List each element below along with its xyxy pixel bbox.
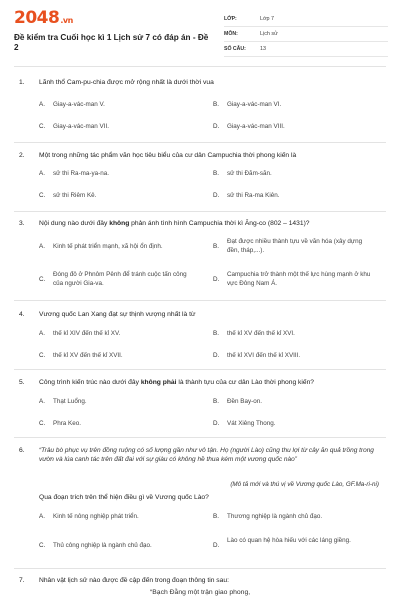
stem-emphasis: không phải [140,379,177,386]
meta-key: LỚP: [224,16,237,22]
logo-main: 2048 [14,8,60,28]
question-text: Nhân vật lịch sử nào được đề cập đến trong đoạn thông tin sau: [39,577,229,584]
option-label: A. [39,170,45,177]
option-label: A. [39,243,45,250]
logo-suffix: .vn [60,16,73,25]
question-number: 2. [19,152,25,159]
question-text: Vương quốc Lan Xang đạt sự thịnh vượng nhất là từ [39,311,196,318]
option-text: Thủ công nghiệp là ngành chủ đạo. [53,542,152,549]
divider [14,437,386,438]
divider [14,211,386,212]
option-text: Kinh tế phát triển mạnh, xã hội ổn định. [53,243,163,250]
option-text: Đạt được nhiều thành tựu về văn hóa (xây dựng đền, tháp,...). [227,238,363,255]
meta-row-subject [224,27,388,42]
option-label: D. [213,542,220,549]
meta-row-class [224,12,388,27]
option-text: Kinh tế nông nghiệp phát triển. [53,513,139,520]
question-number: 3. [19,220,25,227]
question-number: 4. [19,311,25,318]
option-text: Giay-a-vác-man VII. [53,123,109,130]
option-label: D. [213,123,220,130]
option-text: thế kỉ XV đến thế kỉ XVII. [53,352,123,359]
option-label: C. [39,192,46,199]
option-label: A. [39,330,45,337]
site-logo[interactable] [14,8,73,28]
option-label: D. [213,192,220,199]
question-text [39,219,384,228]
question-text: Một trong những tác phẩm văn học tiêu biểu của cư dân Campuchia thời phong kiến là [39,152,297,159]
option-text: Giay-a-vác-man VI. [227,101,282,108]
option-label: C. [39,542,46,549]
option-text: sử thi Đăm-săn. [227,170,272,177]
option-text: sử thi Riêm Kê. [53,192,97,199]
meta-row-count [224,42,388,57]
meta-value: Lớp 7 [260,16,275,22]
option-text: Thương nghiệp là ngành chủ đạo. [227,513,323,520]
question-number: 1. [19,79,25,86]
option-label: C. [39,352,46,359]
option-label: D. [213,420,220,427]
divider [14,300,386,301]
divider [14,66,386,67]
option-text: thế kỉ XV đến thế kỉ XVI. [227,330,295,337]
option-text: Đền Bay-on. [227,398,263,405]
option-label: B. [213,170,219,177]
option-text: Giay-a-vác-man VIII. [227,123,285,130]
option-label: B. [213,330,219,337]
option-text: Đóng đô ở Phnôm Pênh để tránh cuộc tấn công của người Gia-va. [53,271,187,288]
question-text: Qua đoạn trích trên thể hiện điều gì về Vương quốc Lào? [39,494,209,501]
option-text: Lào có quan hệ hòa hiếu với các láng giềng. [227,537,351,544]
question-text [39,378,384,387]
option-label: C. [39,123,46,130]
option-label: A. [39,398,45,405]
question-number: 5. [19,379,25,386]
divider [14,142,386,143]
option-label: C. [39,420,46,427]
stem-emphasis: không [109,220,130,227]
meta-value: 13 [260,46,266,52]
poem-line: “Bạch Đằng một trận giao phong, [150,589,251,596]
option-text: Thạt Luổng. [53,398,87,405]
meta-table [224,12,388,57]
option-label: B. [213,513,219,520]
divider [14,369,386,370]
stem-part: Công trình kiến trúc nào dưới đây [39,379,141,386]
option-text: Giay-a-vác-man V. [53,101,105,108]
question-number: 6. [19,447,25,454]
question-text: Lãnh thổ Cam-pu-chia được mở rộng nhất là dưới thời vua [39,79,214,86]
option-label: D. [213,352,220,359]
header [0,0,400,62]
quote-source: (Mô tả mới và thú vị về Vương quốc Lào, GF.Ma-ri-ni) [230,481,379,488]
option-label: A. [39,101,45,108]
option-text: Vát Xiêng Thong. [227,420,276,427]
option-text: thế kỉ XIV đến thế kỉ XV. [53,330,121,337]
question-quote: “Trâu bò phục vụ trên đồng ruộng có số lượng gần như vô tận. Họ (người Lào) cũng thu lợi từ cây ăn quả trồng trong vườn và lúa canh tác trên đất đai với sự giàu có không hề thua kém một vương quốc nào” [39,447,374,464]
option-label: D. [213,276,220,283]
option-label: C. [39,276,46,283]
question-number: 7. [19,577,25,584]
option-label: B. [213,243,219,250]
divider [14,568,386,569]
meta-key: SỐ CÂU: [224,46,246,52]
stem-part: phản ánh tình hình Campuchia thời kì Ăng-co (802 – 1431)? [129,220,310,227]
stem-part: là thành tựu của cư dân Lào thời phong kiến? [176,379,315,386]
option-text: Phra Keo. [53,420,82,427]
option-label: B. [213,101,219,108]
option-text: sử thi Ra-ma-ya-na. [53,170,110,177]
option-text: sử thi Ra-ma Kiên. [227,192,280,199]
option-label: A. [39,513,45,520]
meta-value: Lịch sử [260,31,278,37]
meta-key: MÔN: [224,31,238,37]
page-title: Đề kiểm tra Cuối học kì 1 Lịch sử 7 có đáp án - Đề 2 [14,33,209,53]
option-text: Campuchia trở thành một thế lực hùng mạnh ở khu vực Đông Nam Á. [227,271,371,288]
option-label: B. [213,398,219,405]
option-text: thế kỉ XVI đến thế kỉ XVIII. [227,352,301,359]
stem-part: Nội dung nào dưới đây [39,220,110,227]
